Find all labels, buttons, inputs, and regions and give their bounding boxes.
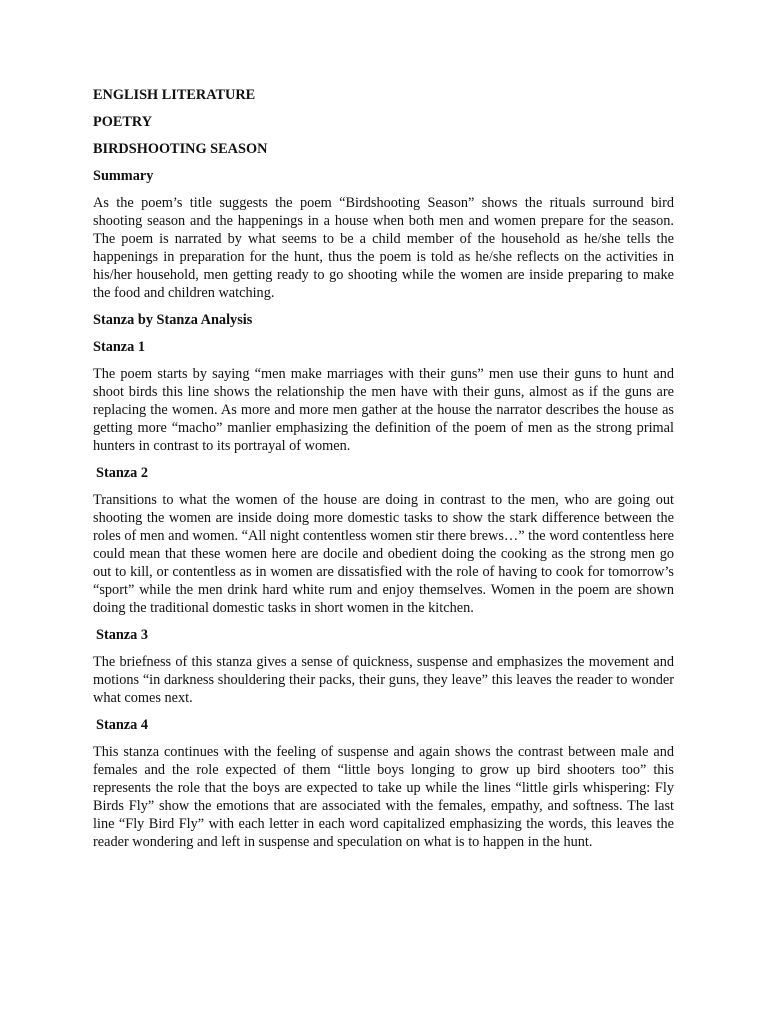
stanza-4-heading: Stanza 4	[96, 717, 149, 733]
stanza-3-paragraph: The briefness of this stanza gives a sense of quickness, suspense and emphasizes the movement and motions “in darkness shouldering their packs, their guns, they leave” this leaves the reader to wonder what comes next.	[93, 654, 674, 706]
subject-heading: ENGLISH LITERATURE	[93, 87, 256, 103]
genre-heading: POETRY	[93, 114, 153, 130]
document-body	[93, 86, 674, 860]
stanza-1-heading: Stanza 1	[93, 339, 146, 355]
stanza-4-paragraph: This stanza continues with the feeling of suspense and again shows the contrast between male and females and the role expected of them “little boys longing to grow up bird shooters too” this represents the role that the boys are expected to take up while the lines “little girls whispering: Fly Birds Fly” show the emotions that are associated with the females, empathy, and softness. The last line “Fly Bird Fly” with each letter in each word capitalized emphasizing the words, this leaves the reader wondering and left in suspense and speculation on what is to happen in the hunt.	[93, 744, 674, 850]
stanza-2-heading: Stanza 2	[96, 465, 149, 481]
stanza-1-paragraph: The poem starts by saying “men make marriages with their guns” men use their guns to hunt and shoot birds this line shows the relationship the men have with their guns, almost as if the guns are replacing the women. As more and more men gather at the house the narrator describes the house as getting more “macho” manlier emphasizing the definition of the poem of men as the strong primal hunters in contrast to its portrayal of women.	[93, 366, 674, 454]
poem-title: BIRDSHOOTING SEASON	[93, 141, 268, 157]
summary-paragraph: As the poem’s title suggests the poem “Birdshooting Season” shows the rituals surround bird shooting season and the happenings in a house when both men and women prepare for the season. The poem is narrated by what seems to be a child member of the household as he/she tells the happenings in preparation for the hunt, thus the poem is told as he/she reflects on the activities in his/her household, men getting ready to go shooting while the women are inside preparing to make the food and children watching.	[93, 195, 674, 301]
summary-heading: Summary	[93, 168, 154, 184]
stanza-3-heading: Stanza 3	[96, 627, 149, 643]
analysis-heading: Stanza by Stanza Analysis	[93, 312, 253, 328]
stanza-2-paragraph: Transitions to what the women of the house are doing in contrast to the men, who are going out shooting the women are inside doing more domestic tasks to show the stark difference between the roles of men and women. “All night contentless women stir there brews…” the word contentless here could mean that these women here are docile and obedient doing the cooking as the strong men go out to kill, or contentless as in women are dissatisfied with the role of having to cook for tomorrow’s “sport” while the men drink hard white rum and enjoy themselves. Women in the poem are shown doing the traditional domestic tasks in short women in the kitchen.	[93, 492, 674, 616]
